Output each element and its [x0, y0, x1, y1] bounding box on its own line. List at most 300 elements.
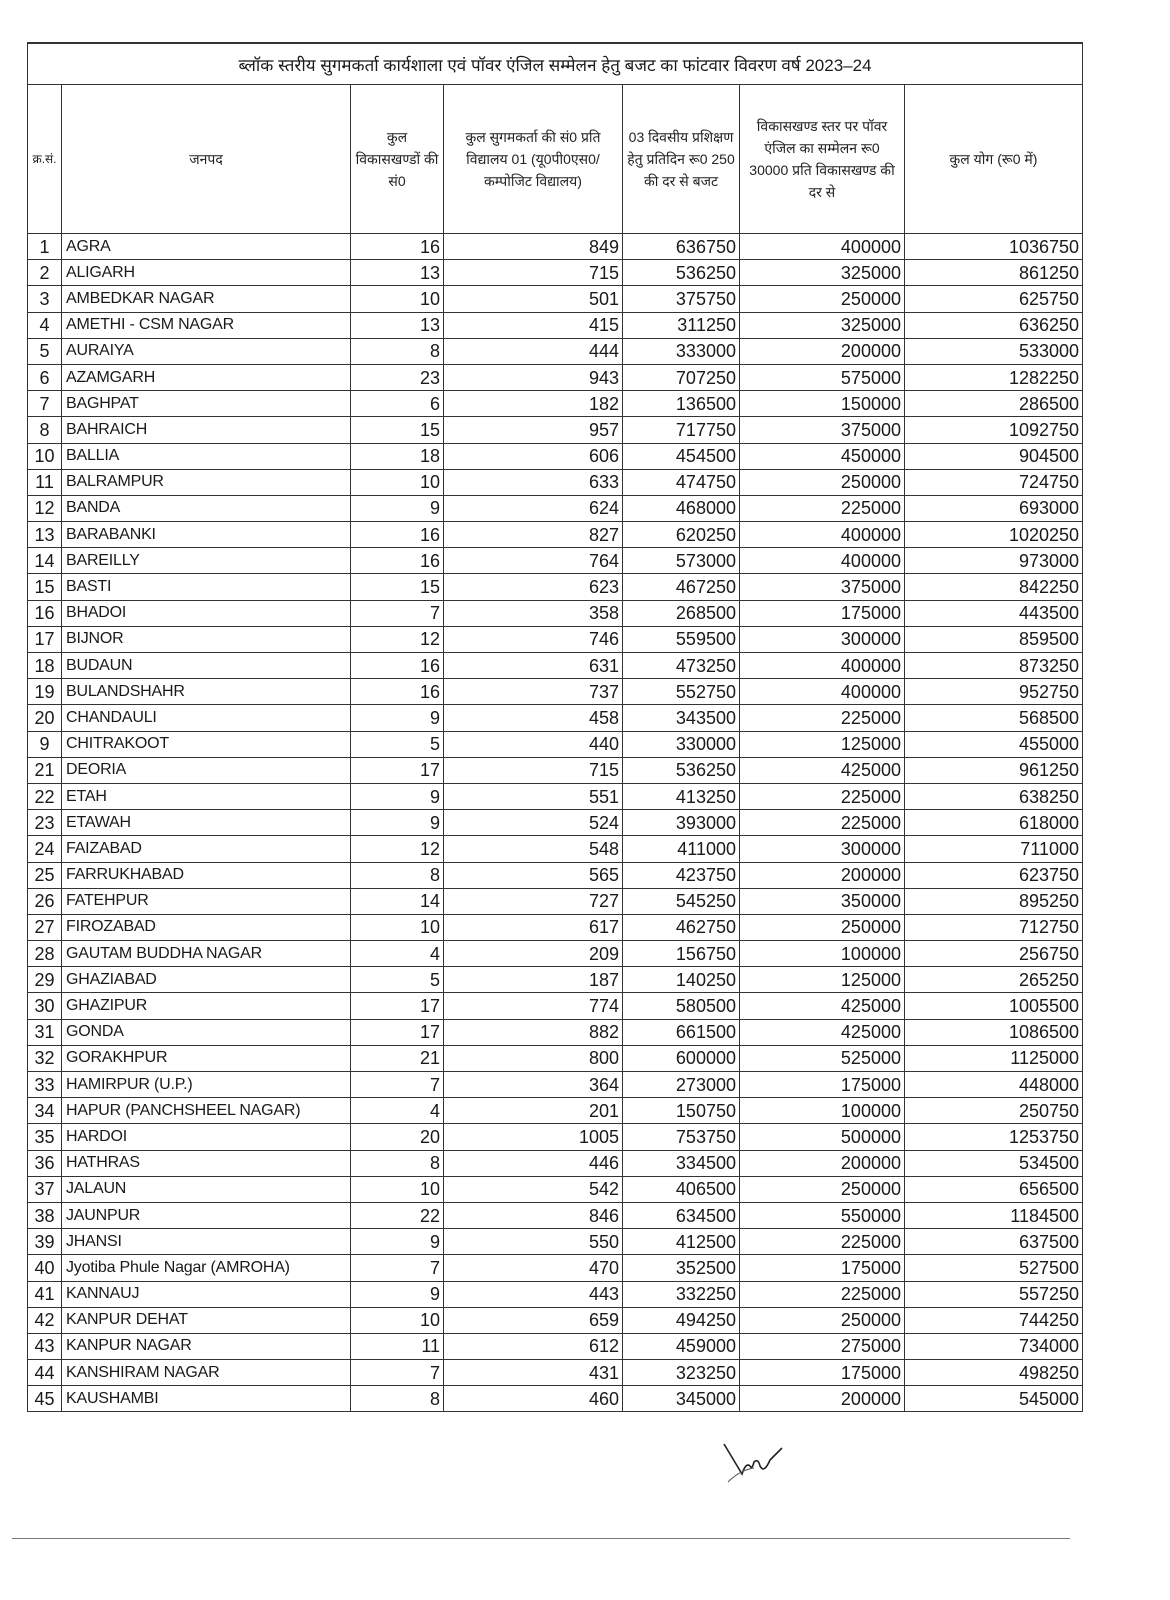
conference-budget-cell: 575000 [740, 364, 905, 390]
signature-icon [720, 1440, 800, 1484]
serial-cell: 36 [28, 1150, 62, 1176]
table-row [28, 391, 1083, 417]
table-row [28, 888, 1083, 914]
conference-budget-cell: 100000 [740, 1098, 905, 1124]
total-cell: 842250 [905, 574, 1083, 600]
conference-budget-cell: 400000 [740, 522, 905, 548]
facilitators-cell: 727 [444, 888, 623, 914]
serial-cell: 21 [28, 757, 62, 783]
facilitators-cell: 542 [444, 1176, 623, 1202]
training-budget-cell: 636750 [623, 234, 740, 260]
serial-cell: 16 [28, 600, 62, 626]
conference-budget-cell: 250000 [740, 1307, 905, 1333]
training-budget-cell: 323250 [623, 1360, 740, 1386]
conference-budget-cell: 200000 [740, 862, 905, 888]
facilitators-cell: 631 [444, 653, 623, 679]
table-row [28, 443, 1083, 469]
total-cell: 448000 [905, 1072, 1083, 1098]
district-cell: CHITRAKOOT [62, 731, 351, 757]
conference-budget-cell: 375000 [740, 417, 905, 443]
col-header-conference-budget: विकासखण्ड स्तर पर पॉवर एंजिल का सम्मेलन रू0 30000 प्रति विकासखण्ड की दर से [740, 85, 905, 234]
district-cell: HAMIRPUR (U.P.) [62, 1072, 351, 1098]
blocks-cell: 23 [351, 364, 444, 390]
training-budget-cell: 454500 [623, 443, 740, 469]
district-cell: FIROZABAD [62, 914, 351, 940]
facilitators-cell: 431 [444, 1360, 623, 1386]
facilitators-cell: 715 [444, 757, 623, 783]
district-cell: GHAZIPUR [62, 993, 351, 1019]
training-budget-cell: 343500 [623, 705, 740, 731]
blocks-cell: 10 [351, 286, 444, 312]
serial-cell: 5 [28, 338, 62, 364]
facilitators-cell: 849 [444, 234, 623, 260]
conference-budget-cell: 175000 [740, 1255, 905, 1281]
facilitators-cell: 943 [444, 364, 623, 390]
total-cell: 498250 [905, 1360, 1083, 1386]
conference-budget-cell: 400000 [740, 548, 905, 574]
total-cell: 618000 [905, 810, 1083, 836]
table-row [28, 469, 1083, 495]
serial-cell: 24 [28, 836, 62, 862]
table-row [28, 1072, 1083, 1098]
table-row [28, 810, 1083, 836]
table-row [28, 757, 1083, 783]
table-row [28, 1307, 1083, 1333]
table-row [28, 1281, 1083, 1307]
table-row [28, 364, 1083, 390]
facilitators-cell: 460 [444, 1386, 623, 1412]
facilitators-cell: 957 [444, 417, 623, 443]
training-budget-cell: 375750 [623, 286, 740, 312]
training-budget-cell: 332250 [623, 1281, 740, 1307]
conference-budget-cell: 325000 [740, 312, 905, 338]
blocks-cell: 8 [351, 862, 444, 888]
blocks-cell: 4 [351, 941, 444, 967]
district-cell: HARDOI [62, 1124, 351, 1150]
district-cell: AMETHI - CSM NAGAR [62, 312, 351, 338]
table-row [28, 836, 1083, 862]
facilitators-cell: 201 [444, 1098, 623, 1124]
total-cell: 250750 [905, 1098, 1083, 1124]
serial-cell: 42 [28, 1307, 62, 1333]
total-cell: 744250 [905, 1307, 1083, 1333]
table-row [28, 1255, 1083, 1281]
conference-budget-cell: 125000 [740, 967, 905, 993]
total-cell: 961250 [905, 757, 1083, 783]
col-header-total: कुल योग (रू0 में) [905, 85, 1083, 234]
training-budget-cell: 620250 [623, 522, 740, 548]
total-cell: 952750 [905, 679, 1083, 705]
table-row [28, 312, 1083, 338]
conference-budget-cell: 225000 [740, 1229, 905, 1255]
blocks-cell: 9 [351, 810, 444, 836]
serial-cell: 15 [28, 574, 62, 600]
district-cell: HATHRAS [62, 1150, 351, 1176]
table-row [28, 783, 1083, 809]
conference-budget-cell: 350000 [740, 888, 905, 914]
blocks-cell: 20 [351, 1124, 444, 1150]
blocks-cell: 10 [351, 1176, 444, 1202]
blocks-cell: 7 [351, 1360, 444, 1386]
facilitators-cell: 551 [444, 783, 623, 809]
facilitators-cell: 524 [444, 810, 623, 836]
total-cell: 734000 [905, 1333, 1083, 1359]
serial-cell: 2 [28, 260, 62, 286]
blocks-cell: 22 [351, 1202, 444, 1228]
training-budget-cell: 334500 [623, 1150, 740, 1176]
total-cell: 693000 [905, 495, 1083, 521]
district-cell: GAUTAM BUDDHA NAGAR [62, 941, 351, 967]
training-budget-cell: 545250 [623, 888, 740, 914]
serial-cell: 28 [28, 941, 62, 967]
serial-cell: 19 [28, 679, 62, 705]
col-header-blocks: कुल विकासखण्डों की सं0 [351, 85, 444, 234]
blocks-cell: 5 [351, 967, 444, 993]
district-cell: BIJNOR [62, 626, 351, 652]
serial-cell: 18 [28, 653, 62, 679]
facilitators-cell: 746 [444, 626, 623, 652]
blocks-cell: 8 [351, 1386, 444, 1412]
training-budget-cell: 552750 [623, 679, 740, 705]
conference-budget-cell: 225000 [740, 1281, 905, 1307]
total-cell: 1092750 [905, 417, 1083, 443]
total-cell: 861250 [905, 260, 1083, 286]
total-cell: 557250 [905, 1281, 1083, 1307]
conference-budget-cell: 225000 [740, 810, 905, 836]
conference-budget-cell: 400000 [740, 653, 905, 679]
blocks-cell: 9 [351, 1229, 444, 1255]
serial-cell: 33 [28, 1072, 62, 1098]
district-cell: FARRUKHABAD [62, 862, 351, 888]
serial-cell: 6 [28, 364, 62, 390]
total-cell: 1005500 [905, 993, 1083, 1019]
district-cell: AGRA [62, 234, 351, 260]
training-budget-cell: 473250 [623, 653, 740, 679]
total-cell: 859500 [905, 626, 1083, 652]
blocks-cell: 8 [351, 1150, 444, 1176]
training-budget-cell: 333000 [623, 338, 740, 364]
district-cell: KANNAUJ [62, 1281, 351, 1307]
serial-cell: 12 [28, 495, 62, 521]
district-cell: ETAWAH [62, 810, 351, 836]
training-budget-cell: 345000 [623, 1386, 740, 1412]
facilitators-cell: 624 [444, 495, 623, 521]
serial-cell: 11 [28, 469, 62, 495]
total-cell: 637500 [905, 1229, 1083, 1255]
serial-cell: 27 [28, 914, 62, 940]
blocks-cell: 9 [351, 783, 444, 809]
total-cell: 873250 [905, 653, 1083, 679]
training-budget-cell: 412500 [623, 1229, 740, 1255]
table-row [28, 1386, 1083, 1412]
total-cell: 1036750 [905, 234, 1083, 260]
facilitators-cell: 1005 [444, 1124, 623, 1150]
serial-cell: 25 [28, 862, 62, 888]
district-cell: BAHRAICH [62, 417, 351, 443]
table-row [28, 731, 1083, 757]
serial-cell: 37 [28, 1176, 62, 1202]
total-cell: 1125000 [905, 1045, 1083, 1071]
table-row [28, 495, 1083, 521]
blocks-cell: 9 [351, 1281, 444, 1307]
blocks-cell: 16 [351, 679, 444, 705]
training-budget-cell: 330000 [623, 731, 740, 757]
district-cell: JAUNPUR [62, 1202, 351, 1228]
serial-cell: 22 [28, 783, 62, 809]
training-budget-cell: 459000 [623, 1333, 740, 1359]
serial-cell: 38 [28, 1202, 62, 1228]
conference-budget-cell: 275000 [740, 1333, 905, 1359]
total-cell: 568500 [905, 705, 1083, 731]
facilitators-cell: 764 [444, 548, 623, 574]
serial-cell: 23 [28, 810, 62, 836]
total-cell: 904500 [905, 443, 1083, 469]
facilitators-cell: 882 [444, 1019, 623, 1045]
conference-budget-cell: 150000 [740, 391, 905, 417]
blocks-cell: 10 [351, 1307, 444, 1333]
facilitators-cell: 415 [444, 312, 623, 338]
district-cell: BAGHPAT [62, 391, 351, 417]
training-budget-cell: 707250 [623, 364, 740, 390]
table-row [28, 1045, 1083, 1071]
col-header-district: जनपद [62, 85, 351, 234]
training-budget-cell: 423750 [623, 862, 740, 888]
total-cell: 1086500 [905, 1019, 1083, 1045]
training-budget-cell: 536250 [623, 757, 740, 783]
training-budget-cell: 468000 [623, 495, 740, 521]
table-row [28, 1019, 1083, 1045]
training-budget-cell: 661500 [623, 1019, 740, 1045]
total-cell: 545000 [905, 1386, 1083, 1412]
total-cell: 712750 [905, 914, 1083, 940]
conference-budget-cell: 225000 [740, 495, 905, 521]
district-cell: DEORIA [62, 757, 351, 783]
table-row [28, 1098, 1083, 1124]
conference-budget-cell: 175000 [740, 600, 905, 626]
serial-cell: 14 [28, 548, 62, 574]
blocks-cell: 16 [351, 548, 444, 574]
conference-budget-cell: 225000 [740, 783, 905, 809]
conference-budget-cell: 425000 [740, 993, 905, 1019]
conference-budget-cell: 450000 [740, 443, 905, 469]
facilitators-cell: 617 [444, 914, 623, 940]
serial-cell: 31 [28, 1019, 62, 1045]
blocks-cell: 13 [351, 312, 444, 338]
district-cell: AZAMGARH [62, 364, 351, 390]
document-title: ब्लॉक स्तरीय सुगमकर्ता कार्यशाला एवं पॉवर एंजिल सम्मेलन हेतु बजट का फांटवार विवरण वर्ष 2023–24 [28, 43, 1083, 85]
conference-budget-cell: 400000 [740, 234, 905, 260]
training-budget-cell: 536250 [623, 260, 740, 286]
serial-cell: 41 [28, 1281, 62, 1307]
serial-cell: 26 [28, 888, 62, 914]
serial-cell: 44 [28, 1360, 62, 1386]
total-cell: 1020250 [905, 522, 1083, 548]
serial-cell: 32 [28, 1045, 62, 1071]
table-row [28, 1150, 1083, 1176]
facilitators-cell: 550 [444, 1229, 623, 1255]
training-budget-cell: 580500 [623, 993, 740, 1019]
district-cell: ETAH [62, 783, 351, 809]
facilitators-cell: 623 [444, 574, 623, 600]
blocks-cell: 5 [351, 731, 444, 757]
blocks-cell: 12 [351, 836, 444, 862]
blocks-cell: 17 [351, 993, 444, 1019]
blocks-cell: 18 [351, 443, 444, 469]
table-row [28, 338, 1083, 364]
conference-budget-cell: 375000 [740, 574, 905, 600]
table-row [28, 1176, 1083, 1202]
facilitators-cell: 446 [444, 1150, 623, 1176]
conference-budget-cell: 300000 [740, 626, 905, 652]
conference-budget-cell: 525000 [740, 1045, 905, 1071]
table-row [28, 993, 1083, 1019]
table-row [28, 548, 1083, 574]
training-budget-cell: 634500 [623, 1202, 740, 1228]
facilitators-cell: 737 [444, 679, 623, 705]
conference-budget-cell: 425000 [740, 1019, 905, 1045]
table-row [28, 522, 1083, 548]
blocks-cell: 7 [351, 1255, 444, 1281]
blocks-cell: 4 [351, 1098, 444, 1124]
total-cell: 256750 [905, 941, 1083, 967]
facilitators-cell: 358 [444, 600, 623, 626]
district-cell: ALIGARH [62, 260, 351, 286]
training-budget-cell: 494250 [623, 1307, 740, 1333]
blocks-cell: 14 [351, 888, 444, 914]
table-row [28, 1360, 1083, 1386]
total-cell: 443500 [905, 600, 1083, 626]
table-row [28, 653, 1083, 679]
conference-budget-cell: 125000 [740, 731, 905, 757]
facilitators-cell: 440 [444, 731, 623, 757]
total-cell: 1282250 [905, 364, 1083, 390]
col-header-facilitators: कुल सुगमकर्ता की सं0 प्रति विद्यालय 01 (यू0पी0एस0/ कम्पोजिट विद्यालय) [444, 85, 623, 234]
district-cell: Jyotiba Phule Nagar (AMROHA) [62, 1255, 351, 1281]
training-budget-cell: 413250 [623, 783, 740, 809]
training-budget-cell: 474750 [623, 469, 740, 495]
table-body [28, 234, 1083, 1412]
blocks-cell: 15 [351, 417, 444, 443]
blocks-cell: 16 [351, 522, 444, 548]
district-cell: BARABANKI [62, 522, 351, 548]
district-cell: GHAZIABAD [62, 967, 351, 993]
serial-cell: 30 [28, 993, 62, 1019]
conference-budget-cell: 300000 [740, 836, 905, 862]
serial-cell: 35 [28, 1124, 62, 1150]
blocks-cell: 15 [351, 574, 444, 600]
blocks-cell: 10 [351, 914, 444, 940]
training-budget-cell: 573000 [623, 548, 740, 574]
conference-budget-cell: 550000 [740, 1202, 905, 1228]
facilitators-cell: 800 [444, 1045, 623, 1071]
total-cell: 636250 [905, 312, 1083, 338]
district-cell: KANPUR DEHAT [62, 1307, 351, 1333]
budget-table [27, 42, 1083, 1412]
district-cell: GONDA [62, 1019, 351, 1045]
total-cell: 973000 [905, 548, 1083, 574]
col-header-serial: क्र.सं. [28, 85, 62, 234]
blocks-cell: 7 [351, 1072, 444, 1098]
conference-budget-cell: 400000 [740, 679, 905, 705]
conference-budget-cell: 250000 [740, 914, 905, 940]
blocks-cell: 17 [351, 757, 444, 783]
district-cell: BANDA [62, 495, 351, 521]
table-row [28, 1124, 1083, 1150]
total-cell: 534500 [905, 1150, 1083, 1176]
training-budget-cell: 140250 [623, 967, 740, 993]
training-budget-cell: 352500 [623, 1255, 740, 1281]
total-cell: 895250 [905, 888, 1083, 914]
total-cell: 455000 [905, 731, 1083, 757]
table-row [28, 914, 1083, 940]
blocks-cell: 9 [351, 495, 444, 521]
serial-cell: 8 [28, 417, 62, 443]
training-budget-cell: 150750 [623, 1098, 740, 1124]
training-budget-cell: 559500 [623, 626, 740, 652]
facilitators-cell: 774 [444, 993, 623, 1019]
table-row [28, 1202, 1083, 1228]
facilitators-cell: 565 [444, 862, 623, 888]
district-cell: AURAIYA [62, 338, 351, 364]
conference-budget-cell: 325000 [740, 260, 905, 286]
district-cell: KAUSHAMBI [62, 1386, 351, 1412]
total-cell: 711000 [905, 836, 1083, 862]
serial-cell: 45 [28, 1386, 62, 1412]
table-row [28, 417, 1083, 443]
facilitators-cell: 444 [444, 338, 623, 364]
serial-cell: 9 [28, 731, 62, 757]
blocks-cell: 16 [351, 653, 444, 679]
total-cell: 1184500 [905, 1202, 1083, 1228]
table-row [28, 574, 1083, 600]
facilitators-cell: 458 [444, 705, 623, 731]
total-cell: 286500 [905, 391, 1083, 417]
table-row [28, 260, 1083, 286]
training-budget-cell: 411000 [623, 836, 740, 862]
training-budget-cell: 393000 [623, 810, 740, 836]
conference-budget-cell: 100000 [740, 941, 905, 967]
training-budget-cell: 156750 [623, 941, 740, 967]
blocks-cell: 6 [351, 391, 444, 417]
district-cell: JALAUN [62, 1176, 351, 1202]
blocks-cell: 7 [351, 600, 444, 626]
table-row [28, 286, 1083, 312]
district-cell: GORAKHPUR [62, 1045, 351, 1071]
facilitators-cell: 364 [444, 1072, 623, 1098]
blocks-cell: 13 [351, 260, 444, 286]
serial-cell: 17 [28, 626, 62, 652]
blocks-cell: 9 [351, 705, 444, 731]
conference-budget-cell: 175000 [740, 1360, 905, 1386]
training-budget-cell: 136500 [623, 391, 740, 417]
district-cell: BAREILLY [62, 548, 351, 574]
serial-cell: 34 [28, 1098, 62, 1124]
training-budget-cell: 268500 [623, 600, 740, 626]
district-cell: KANPUR NAGAR [62, 1333, 351, 1359]
table-row [28, 1229, 1083, 1255]
table-row [28, 1333, 1083, 1359]
blocks-cell: 11 [351, 1333, 444, 1359]
conference-budget-cell: 200000 [740, 338, 905, 364]
district-cell: KANSHIRAM NAGAR [62, 1360, 351, 1386]
facilitators-cell: 501 [444, 286, 623, 312]
blocks-cell: 17 [351, 1019, 444, 1045]
district-cell: BASTI [62, 574, 351, 600]
training-budget-cell: 467250 [623, 574, 740, 600]
training-budget-cell: 753750 [623, 1124, 740, 1150]
table-row [28, 679, 1083, 705]
district-cell: AMBEDKAR NAGAR [62, 286, 351, 312]
